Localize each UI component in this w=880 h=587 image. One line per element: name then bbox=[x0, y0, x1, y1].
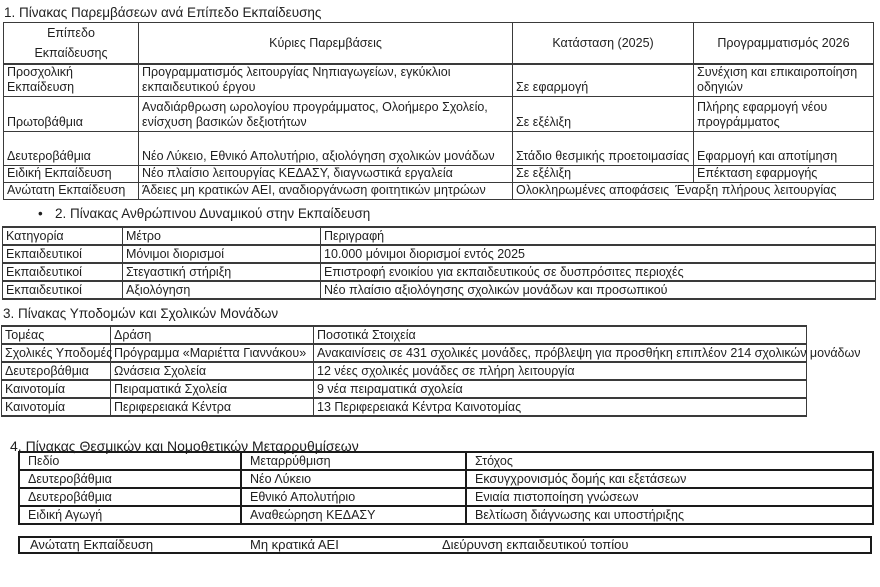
section2-title-text: 2. Πίνακας Ανθρώπινου Δυναμικού στην Εκπαίδευση bbox=[55, 206, 371, 221]
reforms-table bbox=[18, 451, 874, 525]
bullet-marker: • bbox=[38, 206, 43, 221]
goal-cell: Ενιαία πιστοποίηση γνώσεων bbox=[466, 488, 873, 506]
field-cell: Ειδική Αγωγή bbox=[19, 506, 241, 524]
table-row bbox=[3, 245, 876, 263]
header-description-cell: Περιγραφή bbox=[321, 227, 876, 245]
table-row bbox=[4, 183, 874, 200]
header-goal-cell: Στόχος bbox=[466, 452, 873, 470]
header-level-label: Επίπεδο Εκπαίδευσης bbox=[34, 26, 108, 60]
action-cell: Ωνάσεια Σχολεία bbox=[111, 362, 314, 380]
sector-cell: Σχολικές Υποδομές bbox=[2, 344, 111, 362]
category-cell: Εκπαιδευτικοί bbox=[3, 281, 123, 299]
interventions-cell: Άδειες μη κρατικών ΑΕΙ, αναδιοργάνωση φοιτητικών μητρώων bbox=[139, 183, 513, 200]
table-row bbox=[4, 64, 874, 97]
header-level-cell bbox=[4, 23, 139, 65]
header-reform-cell: Μεταρρύθμιση bbox=[241, 452, 466, 470]
header-action-cell: Δράση bbox=[111, 326, 314, 344]
table-header-row bbox=[3, 227, 876, 245]
measure-cell: Αξιολόγηση bbox=[123, 281, 321, 299]
header-data-cell: Ποσοτικά Στοιχεία bbox=[314, 326, 807, 344]
higher-education-row bbox=[18, 536, 872, 554]
plan-cell: Πλήρης εφαρμογή νέου προγράμματος bbox=[694, 97, 874, 132]
table-row bbox=[4, 166, 874, 183]
sector-cell: Καινοτομία bbox=[2, 398, 111, 416]
measure-cell: Μόνιμοι διορισμοί bbox=[123, 245, 321, 263]
section2-title bbox=[4, 206, 370, 222]
plan-text: Έναρξη πλήρους λειτουργίας bbox=[675, 183, 837, 197]
section1-title: 1. Πίνακας Παρεμβάσεων ανά Επίπεδο Εκπαίδευσης bbox=[4, 5, 322, 20]
table-row bbox=[19, 488, 873, 506]
action-cell: Πειραματικά Σχολεία bbox=[111, 380, 314, 398]
infrastructure-table bbox=[1, 325, 861, 417]
measure-cell: Στεγαστική στήριξη bbox=[123, 263, 321, 281]
table-header-row bbox=[4, 23, 874, 65]
goal-cell: Εκσυγχρονισμός δομής και εξετάσεων bbox=[466, 470, 873, 488]
description-cell: Νέο πλαίσιο αξιολόγησης σχολικών μονάδων και προσωπικού bbox=[321, 281, 876, 299]
table-row bbox=[3, 263, 876, 281]
sector-cell: Καινοτομία bbox=[2, 380, 111, 398]
status-cell: Στάδιο θεσμικής προετοιμασίας bbox=[513, 132, 694, 166]
table-row bbox=[3, 281, 876, 299]
table-row bbox=[4, 132, 874, 166]
status-text: Ολοκληρωμένες αποφάσεις bbox=[516, 183, 670, 197]
level-cell: Προσχολική Εκπαίδευση bbox=[4, 64, 139, 97]
data-cell: Ανακαινίσεις σε 431 σχολικές μονάδες, πρόβλεψη για προσθήκη επιπλέον 214 σχολικών μονάδων bbox=[314, 344, 807, 362]
interventions-cell: Αναδιάρθρωση ωρολογίου προγράμματος, Ολοήμερο Σχολείο, ενίσχυση βασικών δεξιοτήτων bbox=[139, 97, 513, 132]
table-header-row bbox=[2, 326, 807, 344]
data-cell: 9 νέα πειραματικά σχολεία bbox=[314, 380, 807, 398]
header-plan-cell: Προγραμματισμός 2026 bbox=[694, 23, 874, 65]
status-cell: Σε εξέλιξη bbox=[513, 166, 694, 183]
description-cell: Επιστροφή ενοικίου για εκπαιδευτικούς σε δυσπρόσιτες περιοχές bbox=[321, 263, 876, 281]
goal-text: Διεύρυνση εκπαιδευτικού τοπίου bbox=[442, 537, 629, 552]
action-cell: Πρόγραμμα «Μαριέττα Γιαννάκου» bbox=[111, 344, 314, 362]
table-row bbox=[2, 380, 807, 398]
reform-cell: Εθνικό Απολυτήριο bbox=[241, 488, 466, 506]
status-plan-merged-cell bbox=[513, 183, 874, 200]
interventions-cell: Νέο πλαίσιο λειτουργίας ΚΕΔΑΣΥ, διαγνωστικά εργαλεία bbox=[139, 166, 513, 183]
table-row bbox=[19, 506, 873, 524]
action-cell: Περιφερειακά Κέντρα bbox=[111, 398, 314, 416]
interventions-cell: Προγραμματισμός λειτουργίας Νηπιαγωγείων, εγκύκλιοι εκπαιδευτικού έργου bbox=[139, 64, 513, 97]
status-cell: Σε εφαρμογή bbox=[513, 64, 694, 97]
level-cell: Ανώτατη Εκπαίδευση bbox=[4, 183, 139, 200]
section4-title: 4. Πίνακας Θεσμικών και Νομοθετικών Μεταρρυθμίσεων bbox=[10, 438, 359, 454]
header-sector-cell: Τομέας bbox=[2, 326, 111, 344]
field-cell: Δευτεροβάθμια bbox=[19, 470, 241, 488]
table-row bbox=[2, 398, 807, 416]
interventions-table bbox=[3, 22, 874, 200]
hr-table bbox=[2, 226, 876, 300]
section3-title: 3. Πίνακας Υποδομών και Σχολικών Μονάδων bbox=[3, 306, 279, 321]
interventions-cell: Νέο Λύκειο, Εθνικό Απολυτήριο, αξιολόγηση σχολικών μονάδων bbox=[139, 132, 513, 166]
category-cell: Εκπαιδευτικοί bbox=[3, 245, 123, 263]
header-measure-cell: Μέτρο bbox=[123, 227, 321, 245]
plan-cell: Συνέχιση και επικαιροποίηση οδηγιών bbox=[694, 64, 874, 97]
reform-cell: Νέο Λύκειο bbox=[241, 470, 466, 488]
category-cell: Εκπαιδευτικοί bbox=[3, 263, 123, 281]
plan-cell: Επέκταση εφαρμογής bbox=[694, 166, 874, 183]
table-row bbox=[19, 470, 873, 488]
header-interventions-cell: Κύριες Παρεμβάσεις bbox=[139, 23, 513, 65]
table-row bbox=[4, 97, 874, 132]
description-cell: 10.000 μόνιμοι διορισμοί εντός 2025 bbox=[321, 245, 876, 263]
level-cell: Πρωτοβάθμια bbox=[4, 97, 139, 132]
plan-cell: Εφαρμογή και αποτίμηση bbox=[694, 132, 874, 166]
header-field-cell: Πεδίο bbox=[19, 452, 241, 470]
field-cell: Δευτεροβάθμια bbox=[19, 488, 241, 506]
header-category-cell: Κατηγορία bbox=[3, 227, 123, 245]
reform-cell: Αναθεώρηση ΚΕΔΑΣΥ bbox=[241, 506, 466, 524]
data-cell: 12 νέες σχολικές μονάδες σε πλήρη λειτουργία bbox=[314, 362, 807, 380]
goal-cell: Βελτίωση διάγνωσης και υποστήριξης bbox=[466, 506, 873, 524]
status-cell: Σε εξέλιξη bbox=[513, 97, 694, 132]
data-cell: 13 Περιφερειακά Κέντρα Καινοτομίας bbox=[314, 398, 807, 416]
header-status-cell: Κατάσταση (2025) bbox=[513, 23, 694, 65]
table-row bbox=[2, 362, 807, 380]
field-text: Ανώτατη Εκπαίδευση bbox=[30, 537, 154, 552]
table-header-row bbox=[19, 452, 873, 470]
level-cell: Δευτεροβάθμια bbox=[4, 132, 139, 166]
table-row bbox=[2, 344, 807, 362]
level-cell: Ειδική Εκπαίδευση bbox=[4, 166, 139, 183]
reform-text: Μη κρατικά ΑΕΙ bbox=[250, 537, 339, 552]
sector-cell: Δευτεροβάθμια bbox=[2, 362, 111, 380]
